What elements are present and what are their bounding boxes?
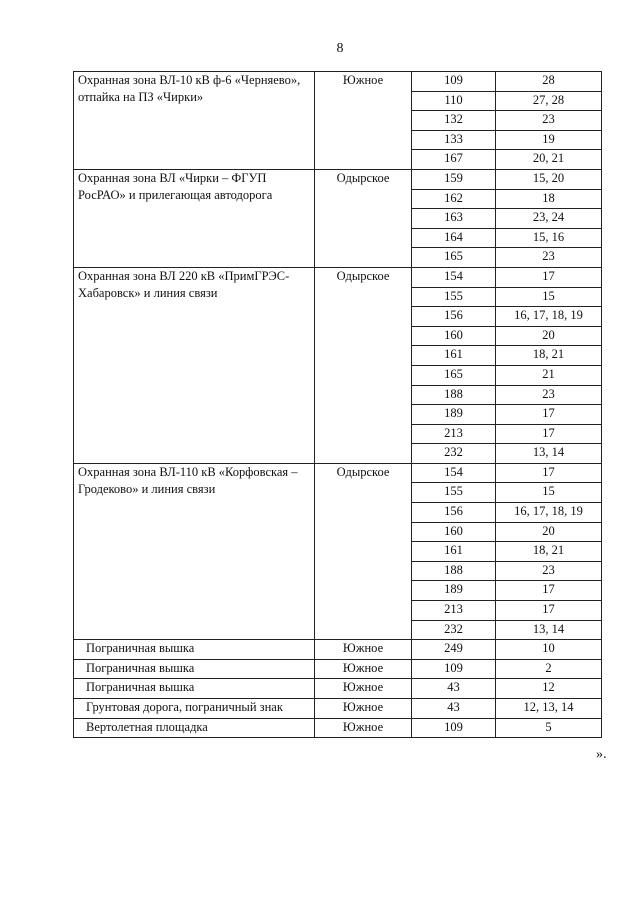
quarter-cell: 162 — [412, 189, 496, 209]
object-name-cell: Охранная зона ВЛ-10 кВ ф-6 «Черняево», отпайка на ПЗ «Чирки» — [74, 72, 315, 170]
plots-cell: 18, 21 — [496, 542, 602, 562]
plots-cell: 17 — [496, 405, 602, 425]
table-row — [74, 659, 602, 679]
plots-cell: 17 — [496, 424, 602, 444]
quarter-cell: 188 — [412, 385, 496, 405]
forestry-cell: Южное — [315, 699, 412, 719]
plots-cell: 20, 21 — [496, 150, 602, 170]
plots-cell: 20 — [496, 326, 602, 346]
plots-cell: 17 — [496, 581, 602, 601]
quarter-cell: 165 — [412, 365, 496, 385]
object-name-cell: Пограничная вышка — [74, 679, 315, 699]
plots-cell: 12 — [496, 679, 602, 699]
plots-cell: 18 — [496, 189, 602, 209]
object-name-cell: Пограничная вышка — [74, 659, 315, 679]
plots-cell: 20 — [496, 522, 602, 542]
plots-cell: 13, 14 — [496, 620, 602, 640]
plots-cell: 16, 17, 18, 19 — [496, 307, 602, 327]
forestry-cell: Южное — [315, 718, 412, 738]
quarter-cell: 109 — [412, 718, 496, 738]
table-row — [74, 718, 602, 738]
quarter-cell: 154 — [412, 463, 496, 483]
plots-cell: 23 — [496, 561, 602, 581]
quarter-cell: 132 — [412, 111, 496, 131]
quarter-cell: 164 — [412, 228, 496, 248]
forestry-cell: Южное — [315, 679, 412, 699]
plots-cell: 19 — [496, 130, 602, 150]
forestry-cell: Южное — [315, 72, 412, 170]
closing-mark: ». — [596, 747, 607, 762]
plots-cell: 16, 17, 18, 19 — [496, 503, 602, 523]
plots-cell: 28 — [496, 72, 602, 92]
quarter-cell: 188 — [412, 561, 496, 581]
plots-cell: 27, 28 — [496, 91, 602, 111]
plots-cell: 15 — [496, 483, 602, 503]
forestry-cell: Одырское — [315, 267, 412, 463]
quarter-cell: 43 — [412, 699, 496, 719]
object-name-cell: Охранная зона ВЛ-110 кВ «Корфовская – Гродеково» и линия связи — [74, 463, 315, 639]
land-plots-table — [73, 71, 602, 738]
forestry-cell: Одырское — [315, 169, 412, 267]
quarter-cell: 189 — [412, 581, 496, 601]
forestry-cell: Южное — [315, 659, 412, 679]
quarter-cell: 154 — [412, 267, 496, 287]
table-row — [74, 699, 602, 719]
table-row — [74, 640, 602, 660]
quarter-cell: 155 — [412, 483, 496, 503]
quarter-cell: 156 — [412, 503, 496, 523]
plots-cell: 23, 24 — [496, 209, 602, 229]
plots-cell: 2 — [496, 659, 602, 679]
quarter-cell: 161 — [412, 542, 496, 562]
table-row — [74, 463, 602, 483]
plots-cell: 23 — [496, 248, 602, 268]
quarter-cell: 155 — [412, 287, 496, 307]
quarter-cell: 249 — [412, 640, 496, 660]
plots-cell: 10 — [496, 640, 602, 660]
quarter-cell: 133 — [412, 130, 496, 150]
plots-cell: 12, 13, 14 — [496, 699, 602, 719]
table-body — [74, 72, 602, 738]
plots-cell: 13, 14 — [496, 444, 602, 464]
object-name-cell: Грунтовая дорога, пограничный знак — [74, 699, 315, 719]
plots-cell: 17 — [496, 601, 602, 621]
quarter-cell: 167 — [412, 150, 496, 170]
quarter-cell: 159 — [412, 169, 496, 189]
quarter-cell: 109 — [412, 72, 496, 92]
forestry-cell: Одырское — [315, 463, 412, 639]
quarter-cell: 232 — [412, 620, 496, 640]
plots-cell: 21 — [496, 365, 602, 385]
quarter-cell: 232 — [412, 444, 496, 464]
quarter-cell: 43 — [412, 679, 496, 699]
quarter-cell: 161 — [412, 346, 496, 366]
forestry-cell: Южное — [315, 640, 412, 660]
quarter-cell: 109 — [412, 659, 496, 679]
quarter-cell: 110 — [412, 91, 496, 111]
plots-cell: 17 — [496, 463, 602, 483]
plots-cell: 23 — [496, 385, 602, 405]
quarter-cell: 163 — [412, 209, 496, 229]
quarter-cell: 160 — [412, 326, 496, 346]
quarter-cell: 156 — [412, 307, 496, 327]
quarter-cell: 160 — [412, 522, 496, 542]
plots-cell: 18, 21 — [496, 346, 602, 366]
table-row — [74, 679, 602, 699]
quarter-cell: 189 — [412, 405, 496, 425]
plots-cell: 17 — [496, 267, 602, 287]
table-row — [74, 169, 602, 189]
plots-cell: 15, 16 — [496, 228, 602, 248]
plots-cell: 5 — [496, 718, 602, 738]
page-number: 8 — [336, 41, 344, 56]
quarter-cell: 213 — [412, 601, 496, 621]
quarter-cell: 165 — [412, 248, 496, 268]
plots-cell: 23 — [496, 111, 602, 131]
plots-cell: 15 — [496, 287, 602, 307]
object-name-cell: Охранная зона ВЛ «Чирки – ФГУП РосРАО» и прилегающая автодорога — [74, 169, 315, 267]
quarter-cell: 213 — [412, 424, 496, 444]
table-row — [74, 72, 602, 92]
plots-cell: 15, 20 — [496, 169, 602, 189]
table-row — [74, 267, 602, 287]
object-name-cell: Пограничная вышка — [74, 640, 315, 660]
object-name-cell: Вертолетная площадка — [74, 718, 315, 738]
object-name-cell: Охранная зона ВЛ 220 кВ «ПримГРЭС-Хабаровск» и линия связи — [74, 267, 315, 463]
